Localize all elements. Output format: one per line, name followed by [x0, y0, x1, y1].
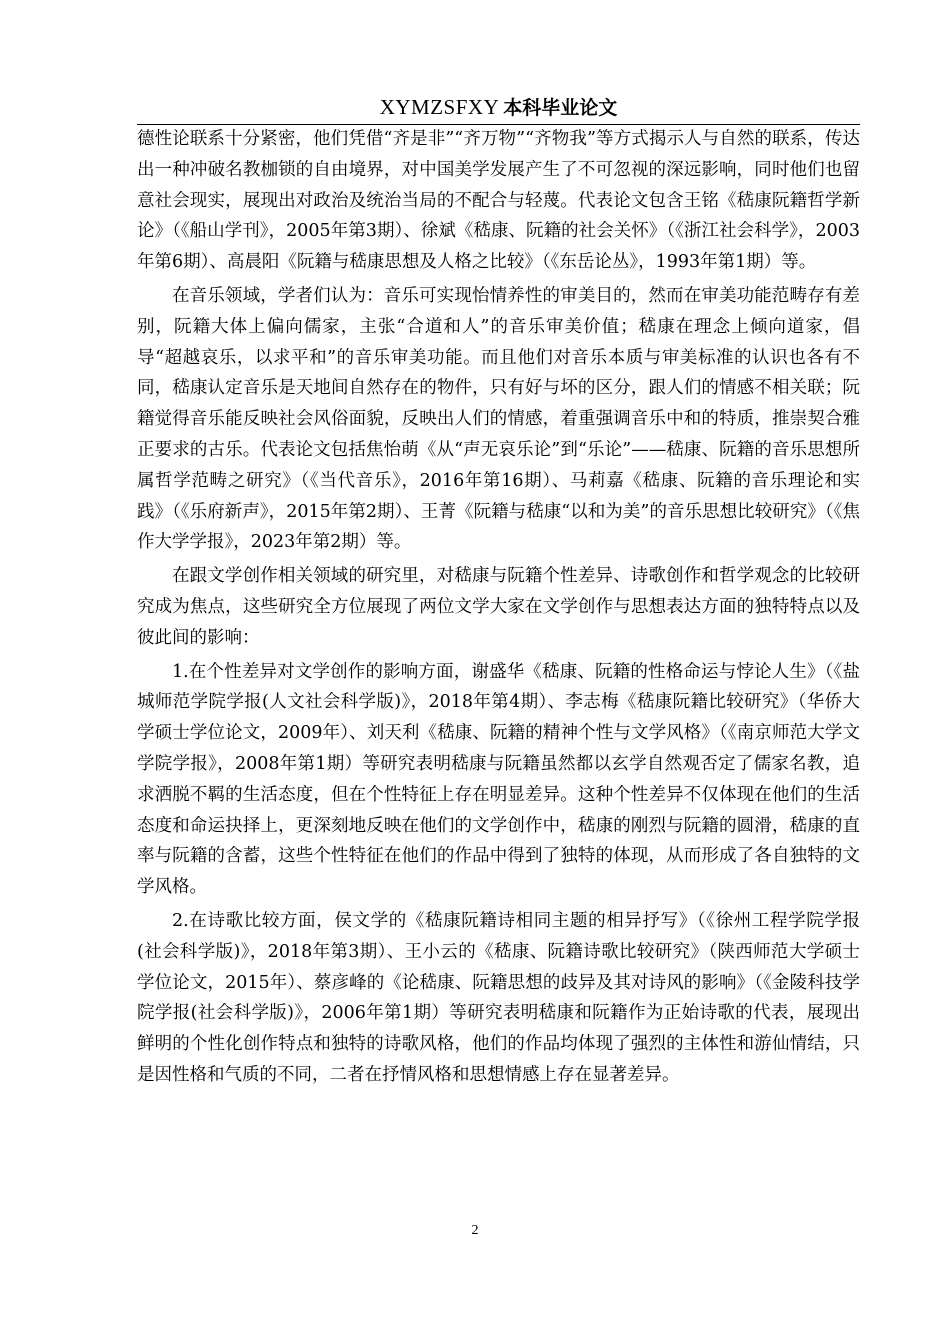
- paragraph-poetry: 2.在诗歌比较方面，侯文学的《嵇康阮籍诗相同主题的相异抒写》（《徐州工程学院学报(社会科学版)》，2018年第3期）、王小云的《嵇康、阮籍诗歌比较研究》（陕西师范大学硕士学位论文，2015年）、蔡彦峰的《论嵇康、阮籍思想的歧异及其对诗风的影响》（《金陵科技学院学报(社会科学版)》，2006年第1期）等研究表明嵇康和阮籍作为正始诗歌的代表，展现出鲜明的个性化创作特点和独特的诗歌风格，他们的作品均体现了强烈的主体性和游仙情结，只是因性格和气质的不同，二者在抒情风格和思想情感上存在显著差异。: [137, 910, 860, 1085]
- paragraph-personality: 1.在个性差异对文学创作的影响方面，谢盛华《嵇康、阮籍的性格命运与悖论人生》（《盐城师范学院学报(人文社会科学版)》，2018年第4期）、李志梅《嵇康阮籍比较研究》（华侨大学硕士学位论文，2009年）、刘天利《嵇康、阮籍的精神个性与文学风格》（《南京师范大学文学院学报》，2008年第1期）等研究表明嵇康与阮籍虽然都以玄学自然观否定了儒家名教，追求洒脱不羁的生活态度，但在个性特征上存在明显差异。这种个性差异不仅体现在他们的生活态度和命运抉择上，更深刻地反映在他们的文学创作中，嵇康的刚烈与阮籍的圆滑，嵇康的直率与阮籍的含蓄，这些个性特征在他们的作品中得到了独特的体现，从而形成了各自独特的文学风格。: [137, 661, 860, 898]
- header-code: XYMZSFXY: [379, 95, 500, 119]
- page-header: [137, 92, 860, 122]
- header-title: 本科毕业论文: [503, 97, 618, 119]
- paragraph-music: 在音乐领域，学者们认为：音乐可实现怡情养性的审美目的，然而在审美功能范畴存有差别，阮籍大体上偏向儒家，主张“合道和人”的音乐审美价值；嵇康在理念上倾向道家，倡导“超越哀乐，以求平和”的音乐审美功能。而且他们对音乐本质与审美标准的认识也各有不同，嵇康认定音乐是天地间自然存在的物件，只有好与坏的区分，跟人们的情感不相关联；阮籍觉得音乐能反映社会风俗面貌，反映出人们的情感，着重强调音乐中和的特质，推崇契合雅正要求的古乐。代表论文包括焦怡萌《从“声无哀乐论”到“乐论”——嵇康、阮籍的音乐思想所属哲学范畴之研究》（《当代音乐》，2016年第16期）、马莉嘉《嵇康、阮籍的音乐理论和实践》（《乐府新声》，2015年第2期）、王菁《阮籍与嵇康“以和为美”的音乐思想比较研究》（《焦作大学学报》，2023年第2期）等。: [137, 285, 860, 553]
- paragraph-literature-intro: 在跟文学创作相关领域的研究里，对嵇康与阮籍个性差异、诗歌创作和哲学观念的比较研究成为焦点，这些研究全方位展现了两位文学大家在文学创作与思想表达方面的独特特点以及彼此间的影响：: [137, 566, 860, 648]
- paragraph-continued: 德性论联系十分紧密，他们凭借“齐是非”“齐万物”“齐物我”等方式揭示人与自然的联系，传达出一种冲破名教枷锁的自由境界，对中国美学发展产生了不可忽视的深远影响，同时他们也留意社会现实，展现出对政治及统治当局的不配合与轻蔑。代表论文包含王铭《嵇康阮籍哲学新论》（《船山学刊》，2005年第3期）、徐斌《嵇康、阮籍的社会关怀》（《浙江社会科学》，2003年第6期）、高晨阳《阮籍与嵇康思想及人格之比较》（《东岳论丛》，1993年第1期）等。: [137, 129, 860, 273]
- page-number: 2: [471, 1223, 479, 1238]
- body-text: [137, 124, 860, 1094]
